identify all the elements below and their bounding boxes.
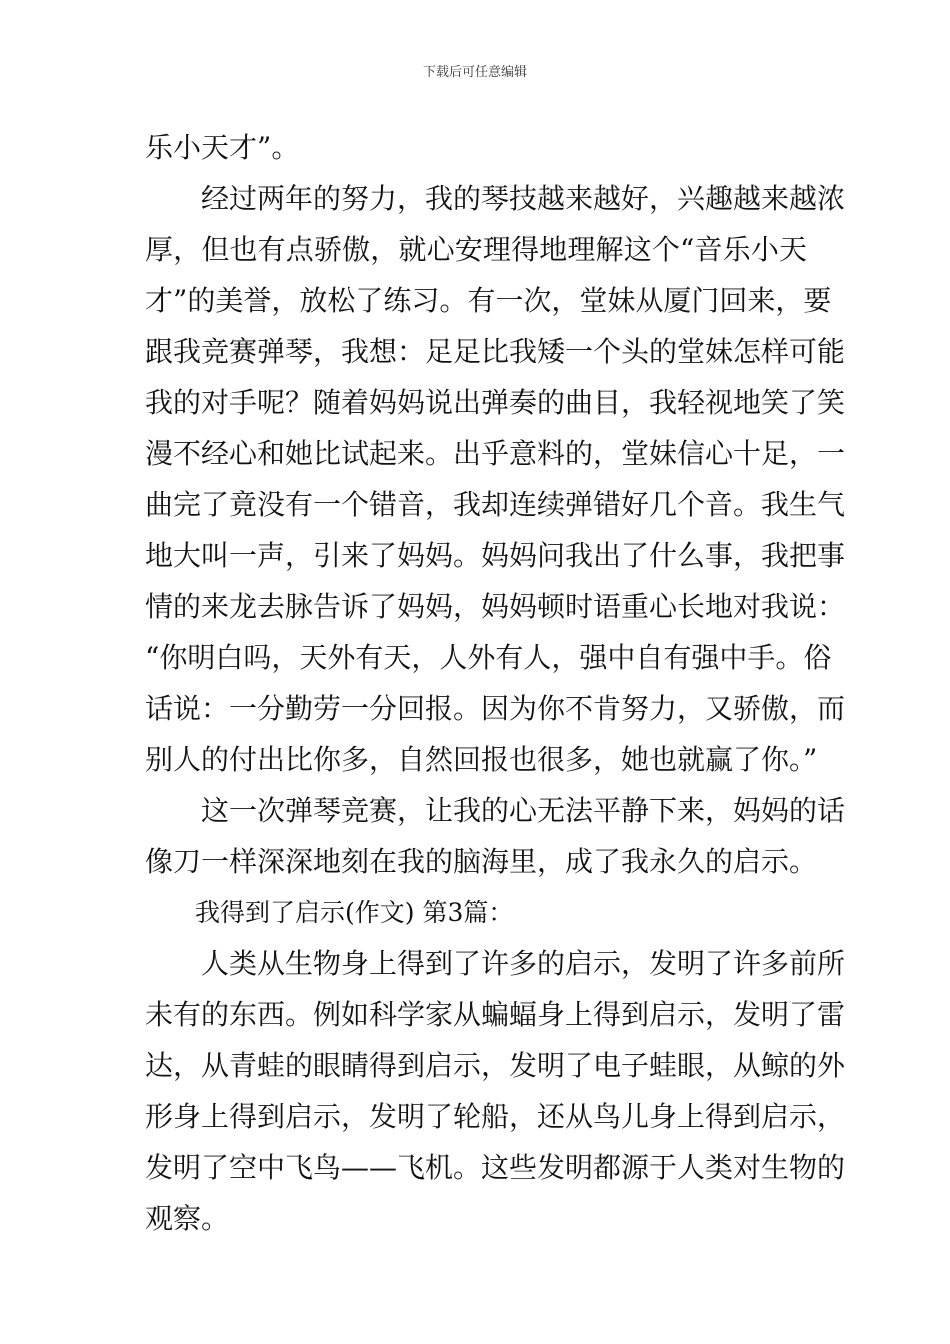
text-line: 别人的付出比你多，自然回报也很多，她也就赢了你。” <box>145 743 818 776</box>
text-line: 我的对手呢？随着妈妈说出弹奏的曲目，我轻视地笑了笑 <box>145 386 846 419</box>
section-heading: 我得到了启示(作文) 第3篇： <box>195 898 514 927</box>
text-line: 跟我竞赛弹琴，我想：足足比我矮一个头的堂妹怎样可能 <box>145 335 846 368</box>
text-line: 才”的美誉，放松了练习。有一次，堂妹从厦门回来，要 <box>145 284 832 317</box>
text-line: 未有的东西。例如科学家从蝙蝠身上得到启示，发明了雷 <box>145 998 846 1031</box>
page-header: 下载后可任意编辑 <box>422 65 527 80</box>
text-line: 像刀一样深深地刻在我的脑海里，成了我永久的启示。 <box>145 845 818 878</box>
text-line: 地大叫一声，引来了妈妈。妈妈问我出了什么事，我把事 <box>145 539 846 572</box>
paragraph-first-line: 这一次弹琴竞赛，让我的心无法平静下来，妈妈的话 <box>201 794 846 827</box>
text-line: 曲完了竟没有一个错音，我却连续弹错好几个音。我生气 <box>145 488 846 521</box>
paragraph-first-line: 经过两年的努力，我的琴技越来越好，兴趣越来越浓 <box>201 182 846 215</box>
text-line: 形身上得到启示，发明了轮船，还从鸟儿身上得到启示， <box>145 1100 846 1133</box>
document-body <box>145 122 846 1244</box>
text-line: 情的来龙去脉告诉了妈妈，妈妈顿时语重心长地对我说： <box>145 590 846 623</box>
text-line: 话说：一分勤劳一分回报。因为你不肯努力，又骄傲，而 <box>145 692 846 725</box>
text-line: 发明了空中飞鸟——飞机。这些发明都源于人类对生物的 <box>145 1151 846 1184</box>
text-line: 漫不经心和她比试起来。出乎意料的，堂妹信心十足，一 <box>145 437 846 470</box>
text-line: 达，从青蛙的眼睛得到启示，发明了电子蛙眼，从鲸的外 <box>145 1049 846 1082</box>
text-line: “你明白吗，天外有天，人外有人，强中自有强中手。俗 <box>145 641 832 674</box>
paragraph-first-line: 人类从生物身上得到了许多的启示，发明了许多前所 <box>201 947 846 980</box>
text-line: 观察。 <box>145 1202 230 1235</box>
text-line: 乐小天才”。 <box>145 131 300 164</box>
text-line: 厚，但也有点骄傲，就心安理得地理解这个“音乐小天 <box>145 233 807 266</box>
